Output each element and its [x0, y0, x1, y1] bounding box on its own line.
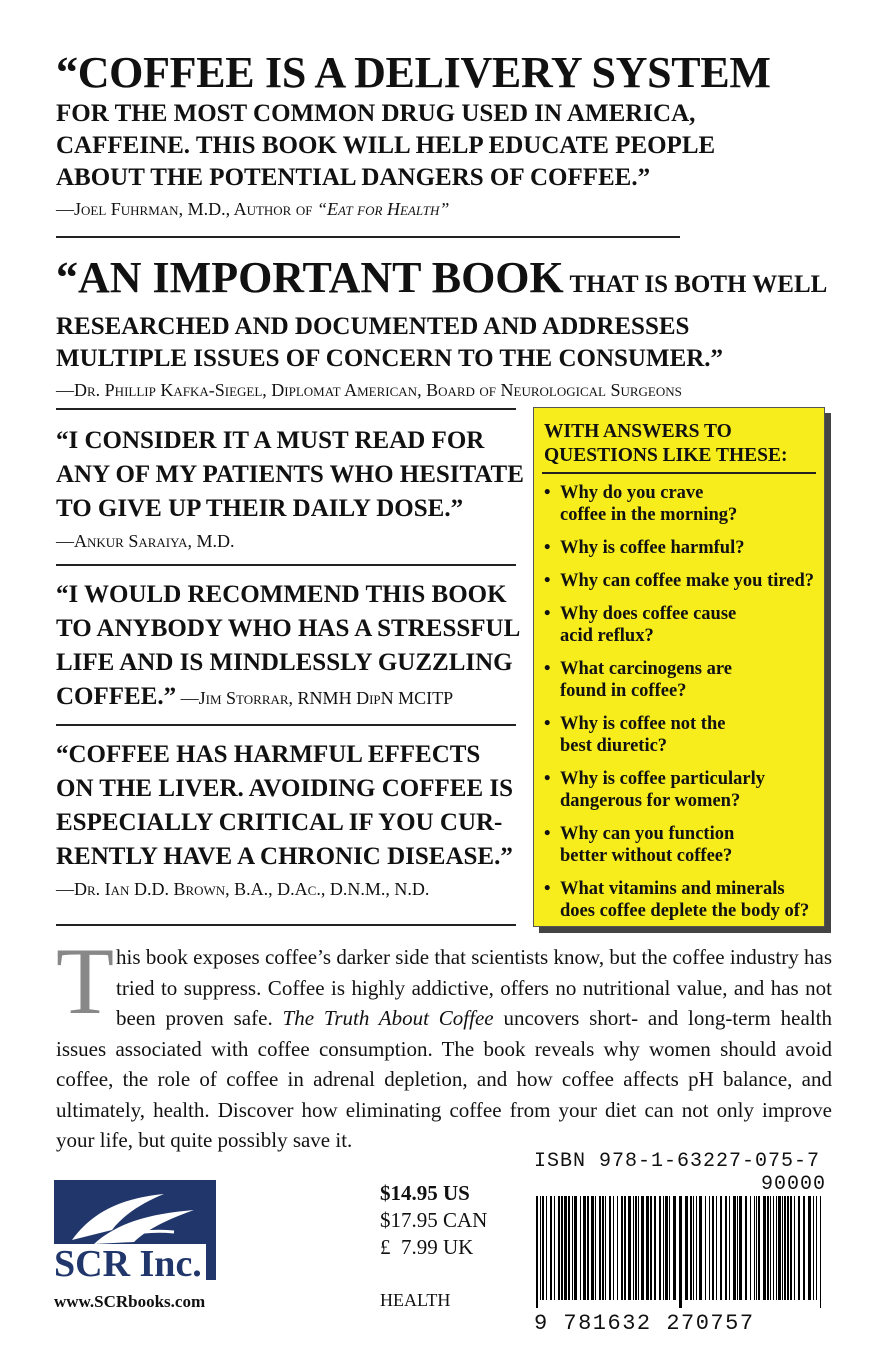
description-text: his book exposes coffee’s darker side that scientists know, but the coffee industry has tried to suppress. Coffee is highly addictive, offers no nutritional value, and has not been proven safe.: [116, 945, 832, 1030]
bullet-icon: •: [544, 823, 551, 844]
quote4-line: TO ANYBODY WHO HAS A STRESSFUL: [56, 615, 521, 642]
question-text: What carcinogens are: [560, 658, 732, 679]
questions-list: [544, 482, 814, 922]
quote5-line: RENTLY HAVE A CHRONIC DISEASE.”: [56, 843, 513, 870]
bullet-icon: •: [544, 768, 551, 789]
question-item: [544, 482, 814, 526]
divider: [56, 564, 516, 566]
quote1-attribution-book: “Eat for Health”: [316, 199, 450, 219]
question-text: Why can coffee make you tired?: [560, 570, 814, 591]
question-text: Why is coffee particularly: [560, 768, 765, 789]
question-item: [544, 570, 814, 592]
question-text: Why do you crave: [560, 482, 704, 503]
question-item: [544, 713, 814, 757]
quote4-line: “I WOULD RECOMMEND THIS BOOK: [56, 581, 507, 608]
quote2-line: MULTIPLE ISSUES OF CONCERN TO THE CONSUMER.”: [56, 345, 724, 372]
quote5-line: ON THE LIVER. AVOIDING COFFEE IS: [56, 775, 514, 802]
description-text: uncovers short- and long-term health issues associated with coffee consumption. The book reveals why women should avoid coffee, the role of coffee in adrenal depletion, and how coffee affects pH balance, and ultimately, health. Discover how eliminating coffee from your diet can not only improve your life, but quite possibly save it.: [56, 1006, 832, 1152]
divider: [56, 408, 516, 410]
quote4-last-line: [56, 680, 516, 714]
question-item: [544, 658, 814, 702]
quote1-line: CAFFEINE. THIS BOOK WILL HELP EDUCATE PEOPLE: [56, 132, 716, 159]
bullet-icon: •: [544, 603, 551, 624]
question-text: Why does coffee cause: [560, 603, 737, 624]
quote2-headline: “AN IMPORTANT BOOK: [56, 253, 564, 302]
question-text: coffee in the morning?: [560, 504, 738, 525]
quote-important-book: [56, 252, 828, 401]
bullet-icon: •: [544, 878, 551, 899]
barcode-bars-icon: [534, 1196, 826, 1308]
quote3-attribution: —Ankur Saraiya, M.D.: [56, 531, 235, 551]
quote4-attribution: —Jim Storrar, RNMH DipN MCITP: [176, 688, 454, 708]
price-list: [380, 1180, 487, 1261]
quote-coffee-delivery-system: [56, 48, 771, 220]
divider: [56, 236, 680, 238]
drop-cap: T: [56, 928, 115, 1034]
price-uk: £ 7.99 UK: [380, 1235, 474, 1259]
book-title: The Truth About Coffee: [282, 1006, 494, 1030]
questions-box-title: QUESTIONS LIKE THESE:: [544, 445, 788, 466]
question-item: [544, 878, 814, 922]
quote2-headline-tail: THAT IS BOTH WELL: [563, 271, 828, 298]
quote4-last-text: COFFEE.”: [56, 683, 177, 710]
divider: [56, 724, 516, 726]
question-item: [544, 768, 814, 812]
quote2-headline-line: [56, 252, 828, 311]
quote5-attribution: —Dr. Ian D.D. Brown, B.A., D.Ac., D.N.M., N.D.: [56, 879, 430, 899]
questions-box-title: WITH ANSWERS TO: [544, 421, 732, 442]
question-item: [544, 823, 814, 867]
quote4-line: LIFE AND IS MINDLESSLY GUZZLING: [56, 649, 513, 676]
quote3-line: “I CONSIDER IT A MUST READ FOR: [56, 427, 485, 454]
question-item: [544, 603, 814, 647]
quote-must-read: [56, 424, 524, 552]
bullet-icon: •: [544, 713, 551, 734]
quote-recommend: [56, 578, 521, 714]
question-text: best diuretic?: [560, 735, 668, 756]
question-text: Why can you function: [560, 823, 735, 844]
price-us: $14.95 US: [380, 1181, 470, 1205]
quote1-headline: “COFFEE IS A DELIVERY SYSTEM: [56, 48, 771, 97]
quote1-line: ABOUT THE POTENTIAL DANGERS OF COFFEE.”: [56, 164, 651, 191]
quote2-attribution: —Dr. Phillip Kafka-Siegel, Diplomat American, Board of Neurological Surgeons: [56, 380, 682, 400]
question-text: Why is coffee not the: [560, 713, 726, 734]
question-item: [544, 537, 814, 559]
isbn-text: ISBN 978-1-63227-075-7: [534, 1150, 821, 1173]
bullet-icon: •: [544, 658, 551, 679]
question-text: does coffee deplete the body of?: [560, 900, 810, 921]
divider: [56, 924, 516, 926]
category-label: HEALTH: [380, 1290, 451, 1310]
question-text: found in coffee?: [560, 680, 687, 701]
barcode-digits: 9 781632 270757: [534, 1311, 755, 1336]
bullet-icon: •: [544, 537, 551, 558]
price-code: 90000: [760, 1173, 826, 1196]
question-text: What vitamins and minerals: [560, 878, 785, 899]
publisher-url: www.SCRbooks.com: [54, 1292, 206, 1311]
quote1-line: FOR THE MOST COMMON DRUG USED IN AMERICA,: [56, 100, 696, 127]
quote3-line: TO GIVE UP THEIR DAILY DOSE.”: [56, 495, 464, 522]
questions-box: [533, 407, 825, 927]
quote1-attribution: [56, 198, 716, 220]
quote3-line: ANY OF MY PATIENTS WHO HESITATE: [56, 461, 524, 488]
book-description: [56, 928, 832, 1156]
bullet-icon: •: [544, 482, 551, 503]
quote-liver: [56, 738, 516, 900]
publisher-name: SCR Inc.: [54, 1244, 206, 1284]
question-text: acid reflux?: [560, 625, 654, 646]
quote5-line: ESPECIALLY CRITICAL IF YOU CUR-: [56, 809, 503, 836]
quote5-line: “COFFEE HAS HARMFUL EFFECTS: [56, 741, 481, 768]
quote2-line: RESEARCHED AND DOCUMENTED AND ADDRESSES: [56, 313, 690, 340]
questions-box-rule: [542, 472, 816, 474]
question-text: Why is coffee harmful?: [560, 537, 745, 558]
bullet-icon: •: [544, 570, 551, 591]
price-can: $17.95 CAN: [380, 1208, 488, 1232]
question-text: dangerous for women?: [560, 790, 741, 811]
question-text: better without coffee?: [560, 845, 733, 866]
isbn-barcode: [534, 1150, 826, 1336]
quote1-attribution-name: —Joel Fuhrman, M.D., Author of: [56, 199, 317, 219]
